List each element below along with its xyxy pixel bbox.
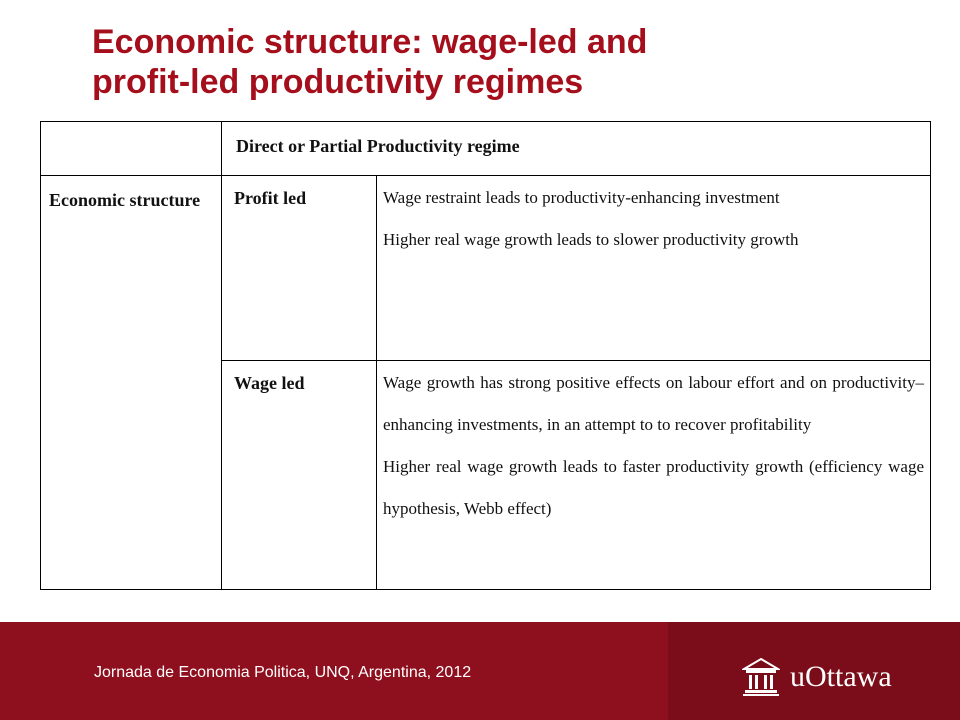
footer-band xyxy=(0,622,960,720)
university-building-icon xyxy=(742,657,780,697)
regime-profit-led: Profit led xyxy=(222,176,377,361)
row-label-economic-structure: Economic structure xyxy=(41,176,222,590)
uottawa-logo xyxy=(742,655,892,699)
empty-corner-cell xyxy=(41,122,222,176)
description-wage-led xyxy=(377,361,931,590)
description-profit-led xyxy=(377,176,931,361)
footer-conference-text: Jornada de Economia Politica, UNQ, Argentina, 2012 xyxy=(94,664,472,681)
regime-wage-led: Wage led xyxy=(222,361,377,590)
slide-title-line-1: Economic structure: wage-led and xyxy=(92,23,648,61)
table-header-row xyxy=(41,122,931,176)
wage-led-line-2: Higher real wage growth leads to faster productivity growth (efficiency wage hypothesis, Webb effect) xyxy=(383,457,924,518)
wage-led-line-1: Wage growth has strong positive effects on labour effort and on productivity–enhancing investments, in an attempt to to recover profitability xyxy=(383,373,924,434)
footer-right-panel xyxy=(668,622,960,720)
slide-title xyxy=(92,22,912,102)
profit-led-line-1: Wage restraint leads to productivity-enhancing investment xyxy=(383,188,780,207)
slide-title-line-2: profit-led productivity regimes xyxy=(92,63,584,101)
profit-led-line-2: Higher real wage growth leads to slower productivity growth xyxy=(383,230,799,249)
table-row-profit-led xyxy=(41,176,931,361)
footer-left-panel xyxy=(0,622,668,720)
productivity-regime-table xyxy=(40,121,931,590)
uottawa-logo-text: uOttawa xyxy=(790,660,892,693)
table-header: Direct or Partial Productivity regime xyxy=(222,122,931,176)
